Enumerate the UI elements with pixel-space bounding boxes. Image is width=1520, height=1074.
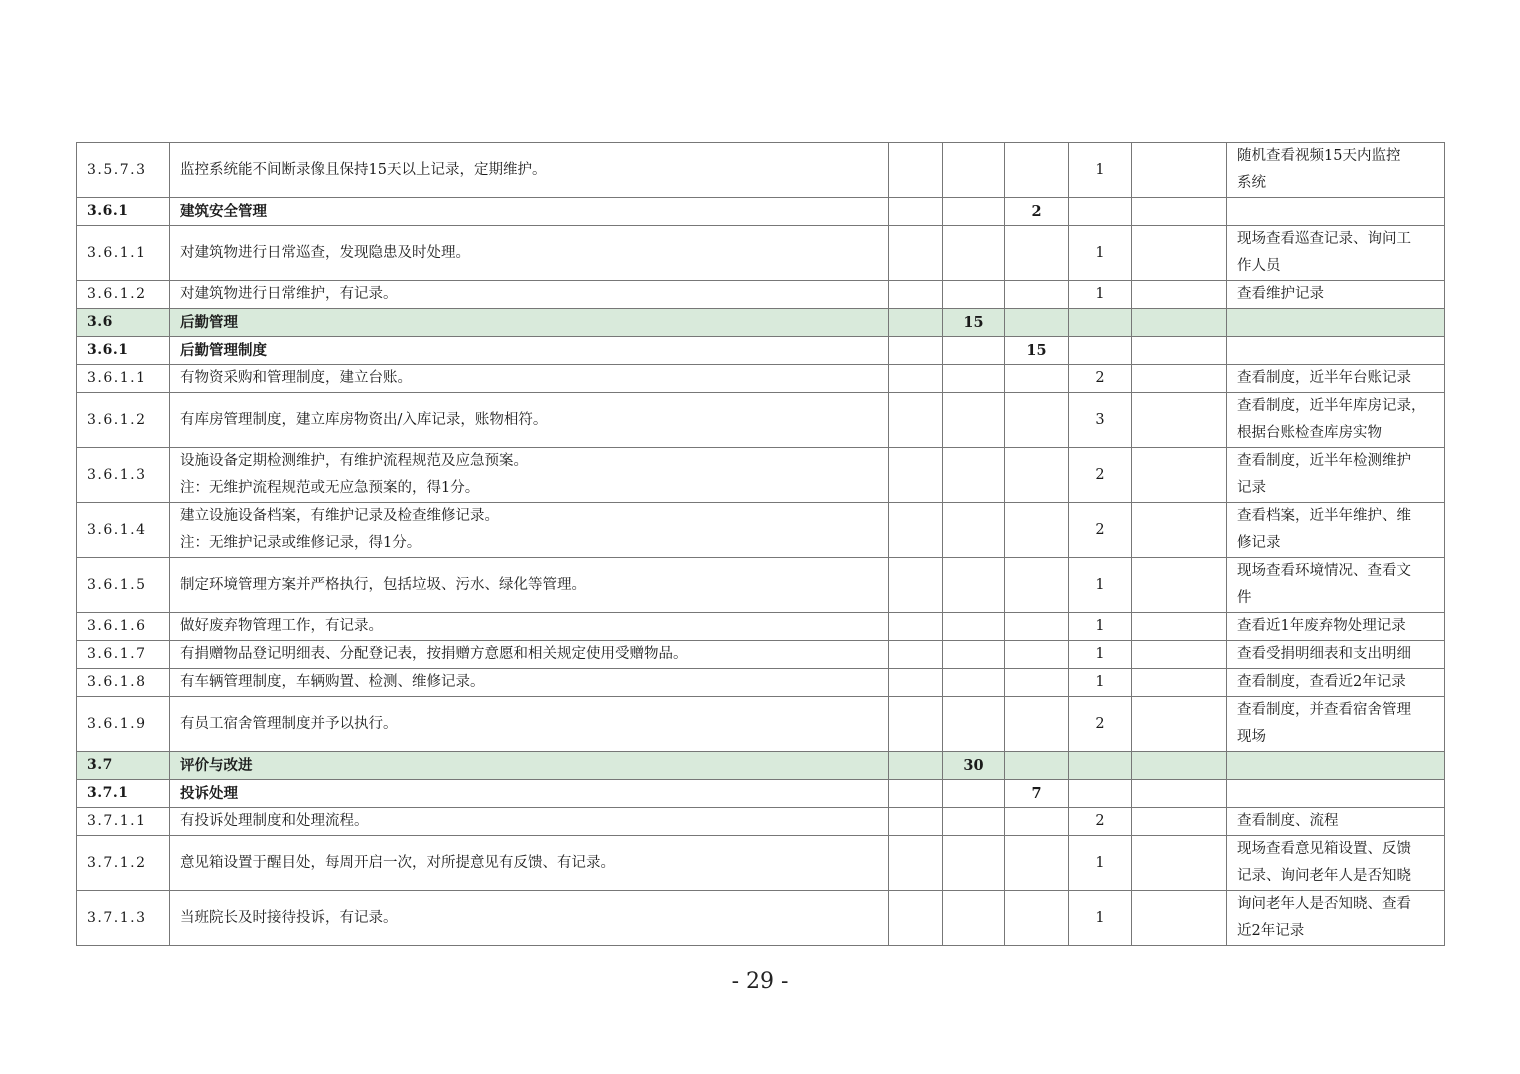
check-method — [1227, 641, 1445, 669]
description-line: 当班院长及时接待投诉，有记录。 — [180, 909, 398, 926]
score-p2 — [943, 281, 1005, 309]
table-row — [77, 836, 1445, 891]
score-p5 — [1132, 448, 1227, 503]
item-code: 3.6.1.6 — [77, 613, 170, 641]
score-p4 — [1069, 309, 1132, 337]
score-p2 — [943, 393, 1005, 448]
description-line: 有员工宿舍管理制度并予以执行。 — [180, 715, 398, 732]
score-p1 — [889, 309, 943, 337]
score-p2 — [943, 198, 1005, 226]
score-p3 — [1005, 891, 1069, 946]
check-method — [1227, 808, 1445, 836]
score-p5 — [1132, 697, 1227, 752]
score-p2: 30 — [943, 752, 1005, 780]
item-description — [170, 558, 889, 613]
score-p3 — [1005, 281, 1069, 309]
item-description — [170, 613, 889, 641]
score-p1 — [889, 143, 943, 198]
table-row — [77, 281, 1445, 309]
item-description — [170, 891, 889, 946]
score-p5 — [1132, 198, 1227, 226]
item-code: 3.6.1.7 — [77, 641, 170, 669]
table-row — [77, 226, 1445, 281]
description-line: 对建筑物进行日常维护，有记录。 — [180, 286, 398, 302]
check-method — [1227, 503, 1445, 558]
check-method-line: 查看制度，近半年库房记录， — [1237, 398, 1426, 414]
item-code: 3.6 — [77, 309, 170, 337]
score-p3 — [1005, 836, 1069, 891]
table-row — [77, 641, 1445, 669]
description-line: 意见箱设置于醒目处，每周开启一次，对所提意见有反馈、有记录。 — [180, 854, 615, 871]
item-code: 3.7.1 — [77, 780, 170, 808]
score-p5 — [1132, 836, 1227, 891]
check-method — [1227, 752, 1445, 780]
score-p3 — [1005, 613, 1069, 641]
score-p5 — [1132, 337, 1227, 365]
table-row — [77, 503, 1445, 558]
score-p3 — [1005, 143, 1069, 198]
section-row — [77, 309, 1445, 337]
score-p3 — [1005, 226, 1069, 281]
check-method — [1227, 143, 1445, 198]
check-method-line: 记录、询问老年人是否知晓 — [1237, 868, 1411, 884]
item-description — [170, 697, 889, 752]
score-p1 — [889, 198, 943, 226]
check-method — [1227, 337, 1445, 365]
score-p4: 1 — [1069, 836, 1132, 891]
table-row — [77, 558, 1445, 613]
score-p4: 1 — [1069, 641, 1132, 669]
score-p3 — [1005, 503, 1069, 558]
item-code: 3.6.1.4 — [77, 503, 170, 558]
item-code: 3.6.1.5 — [77, 558, 170, 613]
score-p2 — [943, 365, 1005, 393]
item-description — [170, 281, 889, 309]
check-method — [1227, 891, 1445, 946]
check-method-line: 作人员 — [1237, 258, 1281, 274]
check-method-line: 查看制度，并查看宿舍管理 — [1237, 702, 1411, 718]
check-method — [1227, 780, 1445, 808]
score-p5 — [1132, 309, 1227, 337]
check-method-line: 现场查看环境情况、查看文 — [1237, 563, 1411, 579]
score-p3 — [1005, 309, 1069, 337]
check-method — [1227, 669, 1445, 697]
score-p3 — [1005, 365, 1069, 393]
item-description — [170, 309, 889, 337]
score-p1 — [889, 393, 943, 448]
item-description — [170, 503, 889, 558]
score-p1 — [889, 365, 943, 393]
item-description — [170, 337, 889, 365]
subsection-row — [77, 780, 1445, 808]
description-line: 设施设备定期检测维护，有维护流程规范及应急预案。 — [180, 453, 528, 469]
item-code: 3.6.1 — [77, 198, 170, 226]
description-line: 投诉处理 — [180, 785, 238, 802]
score-p5 — [1132, 281, 1227, 309]
table-row — [77, 393, 1445, 448]
table-row — [77, 448, 1445, 503]
score-p4: 2 — [1069, 448, 1132, 503]
check-method-line: 查看制度，查看近2年记录 — [1237, 674, 1406, 690]
item-code: 3.7.1.1 — [77, 808, 170, 836]
score-p2 — [943, 337, 1005, 365]
description-line: 建筑安全管理 — [180, 203, 267, 220]
score-p1 — [889, 836, 943, 891]
subsection-row — [77, 337, 1445, 365]
score-p4: 2 — [1069, 503, 1132, 558]
description-line: 有库房管理制度，建立库房物资出/入库记录，账物相符。 — [180, 411, 548, 428]
score-p2 — [943, 780, 1005, 808]
score-p4: 1 — [1069, 558, 1132, 613]
description-line: 注：无维护记录或维修记录，得1分。 — [180, 535, 422, 551]
score-p1 — [889, 558, 943, 613]
description-line: 后勤管理制度 — [180, 342, 267, 359]
check-method — [1227, 697, 1445, 752]
table-row — [77, 697, 1445, 752]
score-p4: 1 — [1069, 613, 1132, 641]
check-method-line: 件 — [1237, 590, 1252, 606]
score-p2 — [943, 503, 1005, 558]
item-code: 3.6.1.1 — [77, 226, 170, 281]
score-p1 — [889, 891, 943, 946]
check-method-line: 修记录 — [1237, 535, 1281, 551]
item-code: 3.7 — [77, 752, 170, 780]
description-line: 建立设施设备档案，有维护记录及检查维修记录。 — [180, 508, 499, 524]
check-method — [1227, 836, 1445, 891]
score-p4: 2 — [1069, 697, 1132, 752]
item-description — [170, 143, 889, 198]
item-description — [170, 808, 889, 836]
score-p2 — [943, 808, 1005, 836]
description-line: 有投诉处理制度和处理流程。 — [180, 813, 369, 829]
score-p3 — [1005, 448, 1069, 503]
check-method-line: 记录 — [1237, 480, 1266, 496]
item-code: 3.7.1.3 — [77, 891, 170, 946]
description-line: 后勤管理 — [180, 314, 238, 331]
table-row — [77, 891, 1445, 946]
description-line: 监控系统能不间断录像且保持15天以上记录，定期维护。 — [180, 161, 547, 178]
item-code: 3.6.1.3 — [77, 448, 170, 503]
score-p1 — [889, 613, 943, 641]
check-method — [1227, 226, 1445, 281]
score-p1 — [889, 226, 943, 281]
description-line: 有捐赠物品登记明细表、分配登记表，按捐赠方意愿和相关规定使用受赠物品。 — [180, 646, 688, 662]
check-method — [1227, 198, 1445, 226]
score-p3 — [1005, 641, 1069, 669]
score-p2 — [943, 669, 1005, 697]
score-p2 — [943, 891, 1005, 946]
score-p4 — [1069, 780, 1132, 808]
score-p5 — [1132, 780, 1227, 808]
item-description — [170, 641, 889, 669]
score-p5 — [1132, 393, 1227, 448]
item-code: 3.6.1 — [77, 337, 170, 365]
item-description — [170, 836, 889, 891]
section-row — [77, 752, 1445, 780]
score-p5 — [1132, 365, 1227, 393]
score-p5 — [1132, 558, 1227, 613]
score-p2 — [943, 641, 1005, 669]
score-p5 — [1132, 669, 1227, 697]
score-p4: 1 — [1069, 226, 1132, 281]
check-method-line: 查看近1年废弃物处理记录 — [1237, 618, 1406, 634]
check-method — [1227, 558, 1445, 613]
score-p2 — [943, 226, 1005, 281]
check-method-line: 近2年记录 — [1237, 923, 1305, 939]
check-method-line: 现场查看巡查记录、询问工 — [1237, 231, 1411, 247]
score-p1 — [889, 752, 943, 780]
description-line: 制定环境管理方案并严格执行，包括垃圾、污水、绿化等管理。 — [180, 576, 586, 593]
assessment-table — [76, 142, 1445, 946]
score-p1 — [889, 780, 943, 808]
score-p1 — [889, 337, 943, 365]
item-code: 3.6.1.9 — [77, 697, 170, 752]
score-p4 — [1069, 337, 1132, 365]
score-p5 — [1132, 752, 1227, 780]
description-line: 评价与改进 — [180, 757, 253, 774]
description-line: 对建筑物进行日常巡查，发现隐患及时处理。 — [180, 244, 470, 261]
item-code: 3.6.1.1 — [77, 365, 170, 393]
subsection-row — [77, 198, 1445, 226]
score-p3 — [1005, 752, 1069, 780]
score-p3 — [1005, 697, 1069, 752]
score-p1 — [889, 503, 943, 558]
score-p5 — [1132, 143, 1227, 198]
score-p2 — [943, 836, 1005, 891]
score-p3: 2 — [1005, 198, 1069, 226]
check-method-line: 现场 — [1237, 729, 1266, 745]
score-p2 — [943, 448, 1005, 503]
item-description — [170, 198, 889, 226]
score-p1 — [889, 669, 943, 697]
check-method — [1227, 393, 1445, 448]
score-p4 — [1069, 752, 1132, 780]
item-code: 3.6.1.8 — [77, 669, 170, 697]
score-p4: 2 — [1069, 365, 1132, 393]
item-description — [170, 226, 889, 281]
score-p2: 15 — [943, 309, 1005, 337]
check-method — [1227, 365, 1445, 393]
score-p1 — [889, 281, 943, 309]
score-p5 — [1132, 613, 1227, 641]
check-method-line: 查看制度、流程 — [1237, 813, 1339, 829]
score-p3: 15 — [1005, 337, 1069, 365]
score-p1 — [889, 808, 943, 836]
table-row — [77, 613, 1445, 641]
score-p5 — [1132, 226, 1227, 281]
score-p5 — [1132, 808, 1227, 836]
score-p4: 1 — [1069, 143, 1132, 198]
score-p4: 3 — [1069, 393, 1132, 448]
table-row — [77, 669, 1445, 697]
description-line: 有车辆管理制度，车辆购置、检测、维修记录。 — [180, 674, 485, 690]
score-p4 — [1069, 198, 1132, 226]
item-description — [170, 752, 889, 780]
item-description — [170, 393, 889, 448]
score-p1 — [889, 641, 943, 669]
check-method-line: 查看维护记录 — [1237, 286, 1324, 302]
score-p2 — [943, 143, 1005, 198]
item-code: 3.6.1.2 — [77, 281, 170, 309]
score-p2 — [943, 697, 1005, 752]
check-method-line: 查看受捐明细表和支出明细 — [1237, 646, 1411, 662]
check-method-line: 查看制度，近半年检测维护 — [1237, 453, 1411, 469]
score-p5 — [1132, 503, 1227, 558]
check-method-line: 随机查看视频15天内监控 — [1237, 148, 1401, 164]
check-method — [1227, 448, 1445, 503]
check-method — [1227, 309, 1445, 337]
check-method-line: 根据台账检查库房实物 — [1237, 425, 1382, 441]
score-p4: 1 — [1069, 669, 1132, 697]
score-p5 — [1132, 891, 1227, 946]
score-p2 — [943, 558, 1005, 613]
check-method — [1227, 281, 1445, 309]
score-p4: 2 — [1069, 808, 1132, 836]
score-p5 — [1132, 641, 1227, 669]
score-p3 — [1005, 808, 1069, 836]
item-code: 3.6.1.2 — [77, 393, 170, 448]
description-line: 有物资采购和管理制度，建立台账。 — [180, 370, 412, 386]
score-p1 — [889, 697, 943, 752]
check-method — [1227, 613, 1445, 641]
score-p3 — [1005, 393, 1069, 448]
check-method-line: 查看制度，近半年台账记录 — [1237, 370, 1411, 386]
check-method-line: 查看档案，近半年维护、维 — [1237, 508, 1411, 524]
check-method-line: 现场查看意见箱设置、反馈 — [1237, 841, 1411, 857]
score-p4: 1 — [1069, 281, 1132, 309]
check-method-line: 询问老年人是否知晓、查看 — [1237, 896, 1411, 912]
description-line: 注：无维护流程规范或无应急预案的，得1分。 — [180, 480, 480, 496]
item-description — [170, 365, 889, 393]
item-description — [170, 669, 889, 697]
item-description — [170, 448, 889, 503]
table-row — [77, 365, 1445, 393]
score-p3: 7 — [1005, 780, 1069, 808]
score-p3 — [1005, 669, 1069, 697]
score-p1 — [889, 448, 943, 503]
item-code: 3.7.1.2 — [77, 836, 170, 891]
table-row — [77, 143, 1445, 198]
item-description — [170, 780, 889, 808]
check-method-line: 系统 — [1237, 175, 1266, 191]
score-p2 — [943, 613, 1005, 641]
table-row — [77, 808, 1445, 836]
score-p4: 1 — [1069, 891, 1132, 946]
page-number: - 29 - — [731, 969, 789, 994]
description-line: 做好废弃物管理工作，有记录。 — [180, 618, 383, 634]
item-code: 3.5.7.3 — [77, 143, 170, 198]
score-p3 — [1005, 558, 1069, 613]
